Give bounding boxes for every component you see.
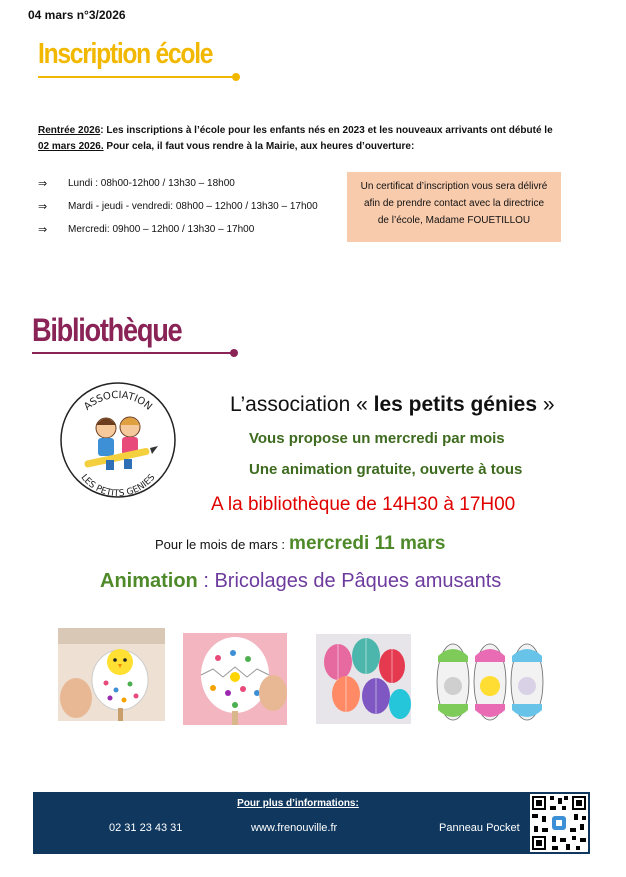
library-heading-dot [230, 349, 238, 357]
footer-website-link[interactable]: www.frenouville.fr [251, 822, 338, 834]
animation-line [100, 570, 501, 593]
easter-egg-coloring-photo [434, 638, 546, 726]
svg-text:LES PETITS GENIES: LES PETITS GENIES [78, 472, 158, 500]
certificate-box [347, 172, 561, 242]
issue-number: 04 mars n°3/2026 [28, 8, 126, 22]
opening-hours [38, 172, 318, 241]
animation-label: Animation [100, 570, 198, 592]
arrow-icon: ⇒ [38, 224, 48, 236]
assoc-suffix: » [537, 393, 555, 416]
assoc-name: les petits génies [373, 393, 538, 416]
free-animation-line: Une animation gratuite, ouverte à tous [249, 461, 523, 478]
dotted-egg-craft-photo [183, 633, 287, 725]
hours-text: Mercredi: 09h00 – 12h00 / 13h30 – 17h00 [68, 224, 255, 235]
library-heading-underline [32, 352, 234, 354]
intro-text-1: : Les inscriptions à l’école pour les enfants nés en 2023 et les nouveaux arrivants ont débuté le [100, 125, 553, 136]
intro-text-2: Pour cela, il faut vous rendre à la Mairie, aux heures d’ouverture: [103, 141, 415, 152]
hours-text: Mardi - jeudi - vendredi: 08h00 – 12h00 / 13h30 – 17h00 [68, 201, 318, 212]
animation-text: : Bricolages de Pâques amusants [197, 570, 502, 592]
intro-label: Rentrée 2026 [38, 125, 101, 136]
paper-eggs-photo [316, 634, 411, 724]
association-logo [58, 380, 178, 500]
month-prefix: Pour le mois de mars : [155, 537, 286, 552]
library-heading: Bibliothèque [32, 312, 182, 348]
month-line [155, 533, 445, 555]
footer-phone: 02 31 23 43 31 [109, 822, 183, 834]
school-intro [38, 123, 578, 155]
school-heading-dot [232, 73, 240, 81]
hours-text: Lundi : 08h00-12h00 / 13h30 – 18h00 [68, 178, 235, 189]
school-heading-underline [38, 76, 236, 78]
footer-panneau-pocket: Panneau Pocket [439, 822, 520, 834]
arrow-icon: ⇒ [38, 178, 48, 190]
svg-text:ASSOCIATION: ASSOCIATION [82, 389, 154, 413]
arrow-icon: ⇒ [38, 201, 48, 213]
intro-date: 02 mars 2026. [38, 141, 104, 152]
hours-row [38, 218, 318, 241]
school-heading: Inscription école [38, 38, 213, 70]
qr-code-icon[interactable] [530, 794, 588, 852]
association-line [230, 393, 555, 417]
chick-egg-craft-photo [58, 628, 165, 721]
footer-banner [33, 792, 590, 854]
certificate-line: afin de prendre contact avec la directrice [363, 198, 545, 209]
month-date: mercredi 11 mars [289, 533, 446, 554]
location-line: A la bibliothèque de 14H30 à 17H00 [211, 494, 516, 515]
footer-title: Pour plus d’informations: [237, 798, 359, 809]
assoc-prefix: L’association « [230, 393, 374, 416]
hours-row [38, 195, 318, 218]
hours-row [38, 172, 318, 195]
certificate-line: de l’école, Madame FOUETILLOU [377, 215, 531, 226]
certificate-line: Un certificat d’inscription vous sera délivré [360, 181, 548, 192]
proposal-line: Vous propose un mercredi par mois [249, 430, 505, 447]
